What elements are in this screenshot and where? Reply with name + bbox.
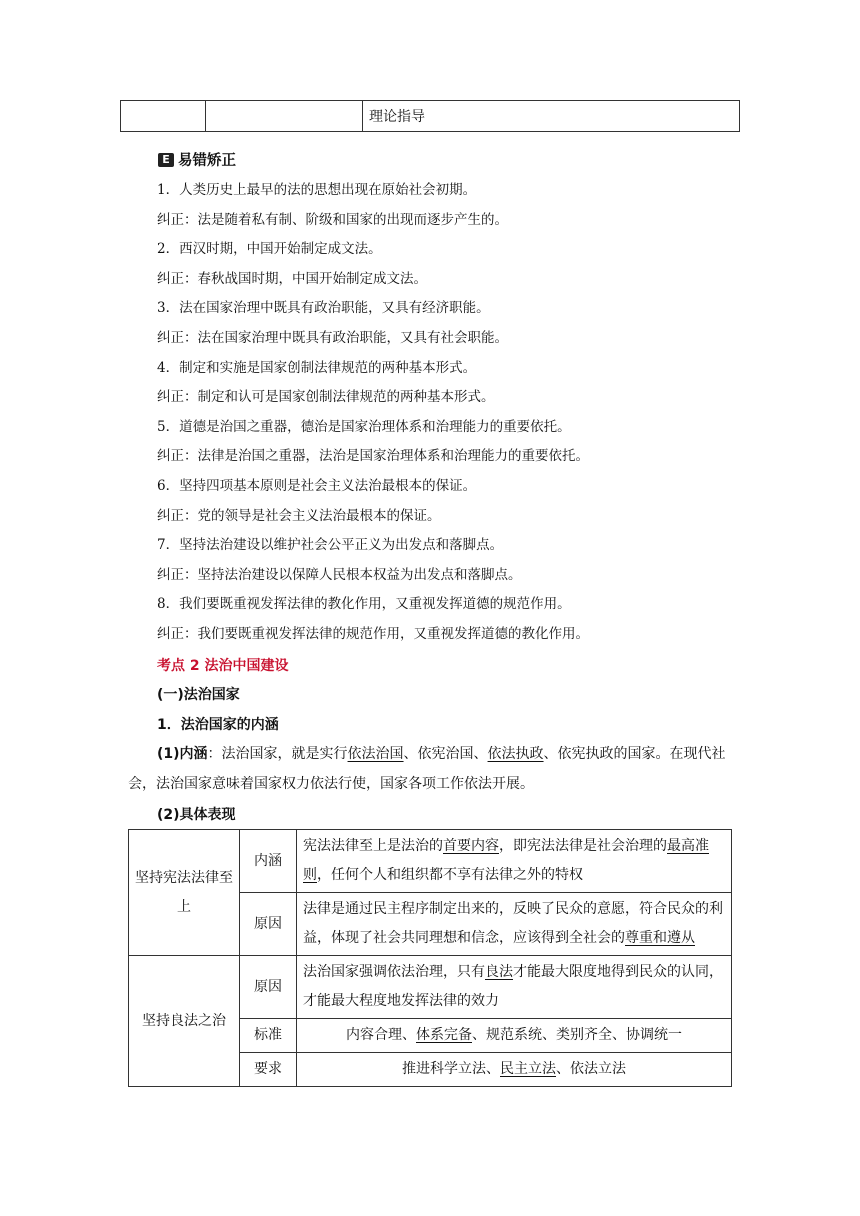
underlined-term: 依法治国	[347, 746, 404, 762]
error-line: 3．法在国家治理中既具有政治职能，又具有经济职能。	[157, 300, 490, 317]
row-subcategory: 要求	[240, 1053, 297, 1087]
error-line: 2．西汉时期，中国开始制定成文法。	[157, 241, 382, 258]
row-category: 坚持宪法法律至上	[129, 830, 240, 956]
error-line: 4．制定和实施是国家创制法律规范的两种基本形式。	[157, 359, 477, 376]
row-subcategory: 原因	[240, 893, 297, 956]
kaodian-title: 考点 2 法治中国建设	[157, 658, 289, 674]
errors-section-title: 易错矫正	[178, 153, 236, 169]
correction-line: 纠正：党的领导是社会主义法治最根本的保证。	[157, 507, 441, 524]
row-subcategory: 内涵	[240, 830, 297, 893]
correction-line: 纠正：我们要既重视发挥法律的规范作用，又重视发挥道德的教化作用。	[157, 625, 589, 642]
row-subcategory: 原因	[240, 956, 297, 1019]
e-letter-icon: E	[158, 153, 174, 167]
row-content: 法律是通过民主程序制定出来的，反映了民众的意愿，符合民众的利益，体现了社会共同理想和信念，应该得到全社会的尊重和遵从	[297, 893, 732, 956]
top-table-cell-2	[206, 101, 363, 132]
subsection-title: (一)法治国家	[157, 687, 240, 703]
error-line: 7．坚持法治建设以维护社会公平正义为出发点和落脚点。	[157, 537, 504, 554]
errors-list	[157, 176, 589, 650]
row-content: 法治国家强调依法治理，只有良法才能最大限度地得到民众的认同，才能最大程度地发挥法律的效力	[297, 956, 732, 1019]
row-category: 坚持良法之治	[129, 956, 240, 1087]
manifestation-table	[128, 829, 732, 1087]
top-table-cell-3: 理论指导	[363, 101, 740, 132]
errors-section-heading	[158, 149, 236, 170]
underlined-term: 依法执政	[487, 746, 544, 762]
error-line: 8．我们要既重视发挥法律的教化作用，又重视发挥道德的规范作用。	[157, 596, 571, 613]
correction-line: 纠正：春秋战国时期，中国开始制定成文法。	[157, 270, 427, 287]
error-line: 5．道德是治国之重器，德治是国家治理体系和治理能力的重要依托。	[157, 418, 571, 435]
error-line: 1．人类历史上最早的法的思想出现在原始社会初期。	[157, 182, 477, 198]
row-content: 内容合理、体系完备、规范系统、类别齐全、协调统一	[297, 1019, 732, 1053]
correction-line: 纠正：制定和认可是国家创制法律规范的两种基本形式。	[157, 389, 495, 406]
correction-line: 纠正：法在国家治理中既具有政治职能，又具有社会职能。	[157, 329, 508, 346]
error-line: 6．坚持四项基本原则是社会主义法治最根本的保证。	[157, 477, 477, 494]
connotation-paragraph: (1)内涵：法治国家，就是实行依法治国、依宪治国、依法执政、依宪执政的国家。在现代社会，法治国家意味着国家权力依法行使，国家各项工作依法开展。	[128, 746, 726, 792]
correction-line: 纠正：法是随着私有制、阶级和国家的出现而逐步产生的。	[157, 211, 508, 228]
correction-line: 纠正：坚持法治建设以保障人民根本权益为出发点和落脚点。	[157, 566, 522, 583]
manifestation-heading: (2)具体表现	[157, 807, 236, 823]
row-content: 推进科学立法、民主立法、依法立法	[297, 1053, 732, 1087]
row-content: 宪法法律至上是法治的首要内容，即宪法法律是社会治理的最高准则，任何个人和组织都不享有法律之外的特权	[297, 830, 732, 893]
connotation-label: (1)内涵	[157, 746, 208, 762]
row-subcategory: 标准	[240, 1019, 297, 1053]
top-table-cell-1	[121, 101, 206, 132]
subsection-heading: 1．法治国家的内涵	[157, 717, 279, 733]
correction-line: 纠正：法律是治国之重器，法治是国家治理体系和治理能力的重要依托。	[157, 448, 589, 465]
top-table-fragment	[120, 100, 740, 132]
